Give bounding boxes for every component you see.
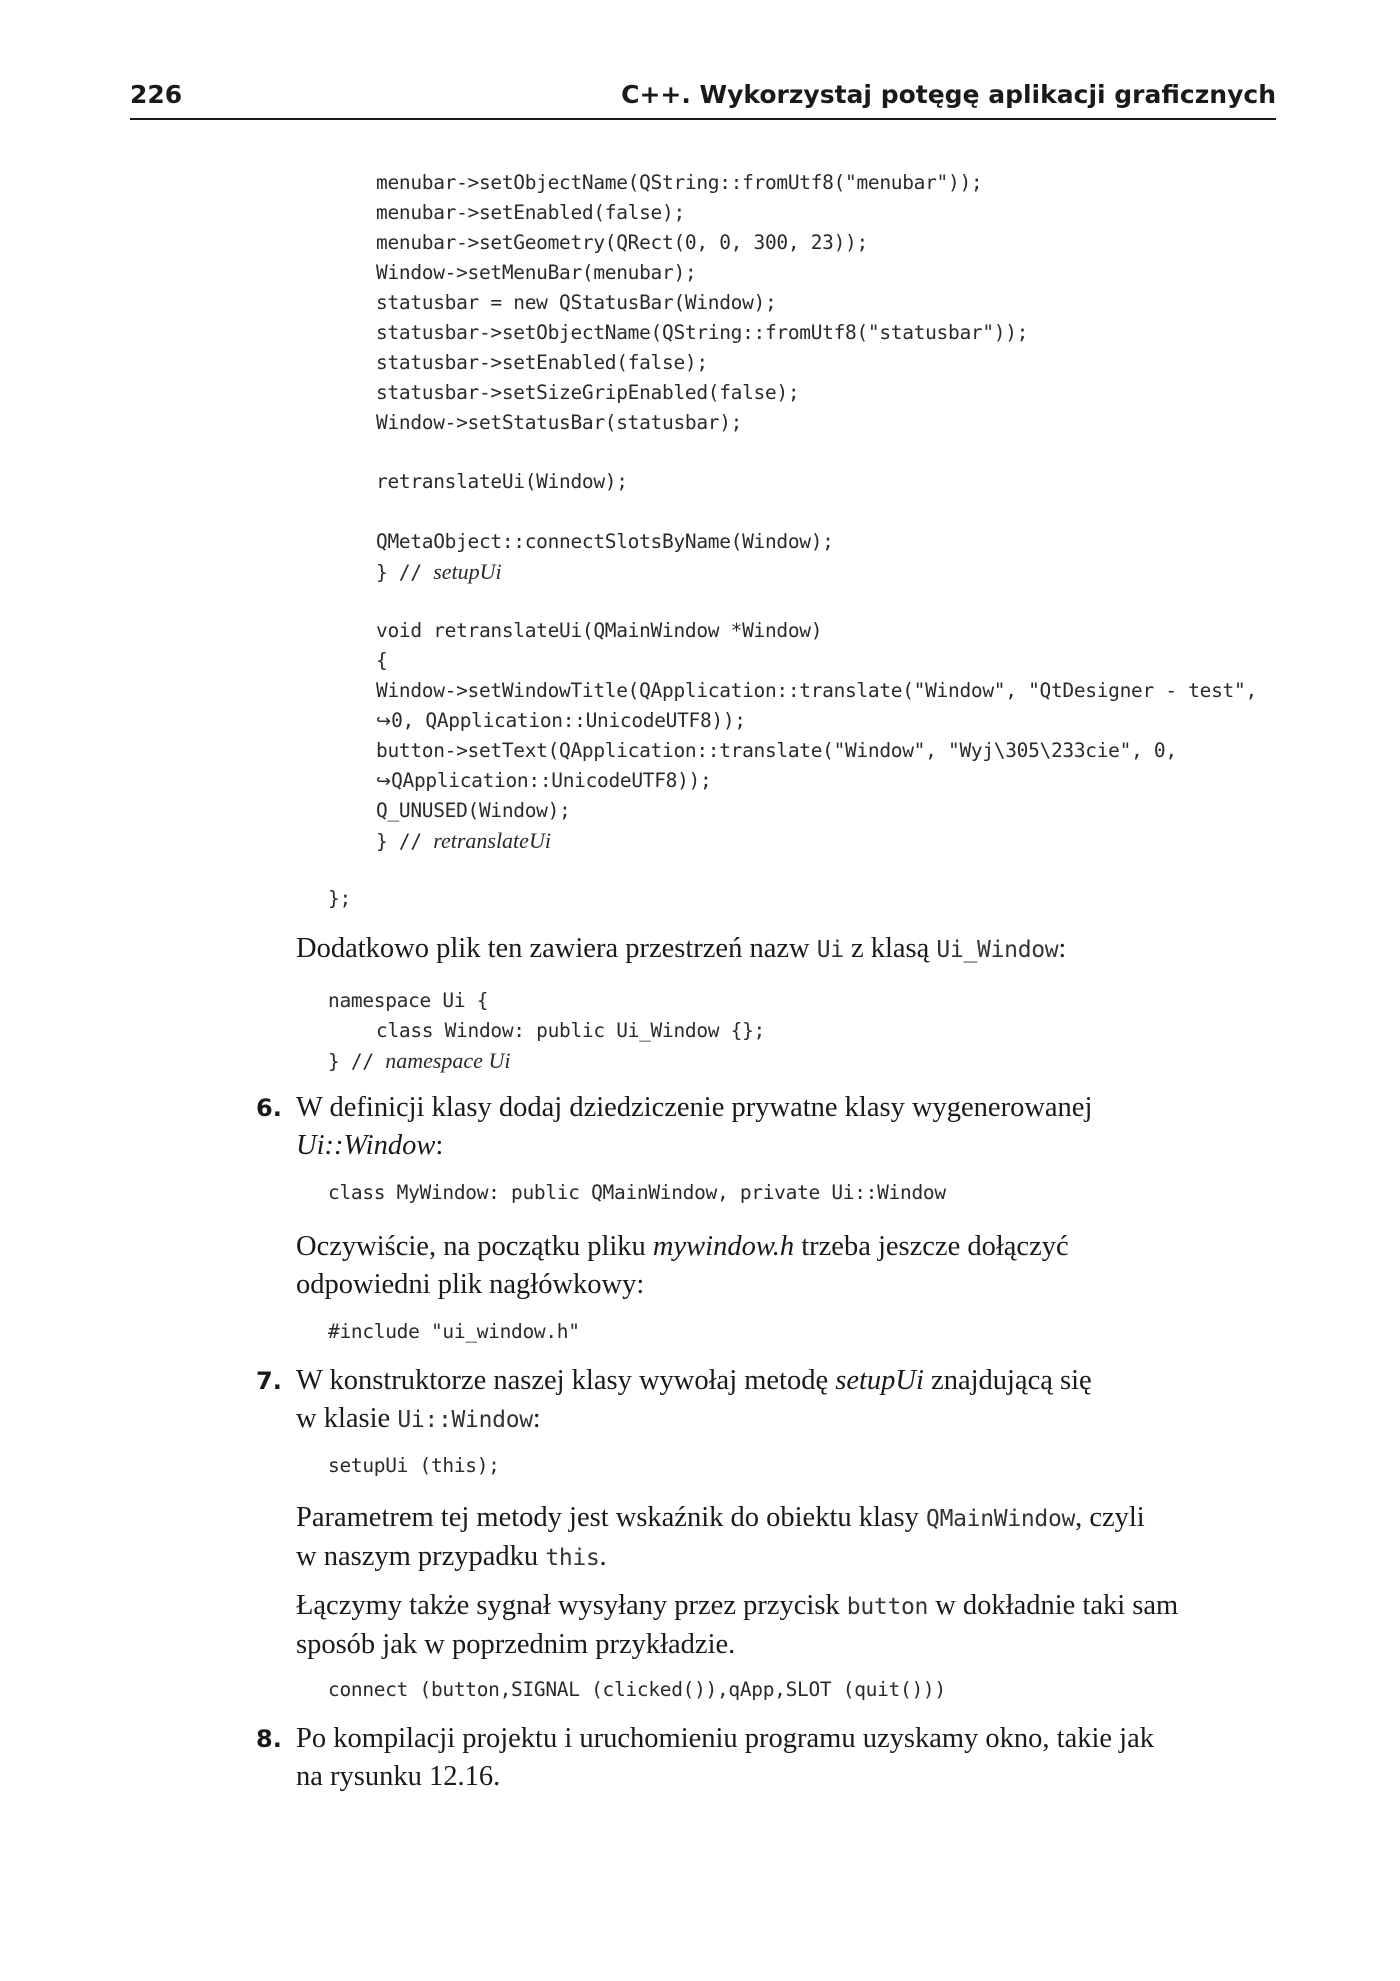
code-text: } //: [376, 561, 434, 584]
code-line: {: [376, 649, 388, 672]
code-line: menubar->setEnabled(false);: [376, 201, 685, 224]
paragraph: [296, 1089, 1256, 1165]
text: znajdującą się: [923, 1365, 1092, 1396]
code-line: QMetaObject::connectSlotsByName(Window);: [376, 530, 834, 553]
code-line: statusbar->setObjectName(QString::fromUtf8("statusbar"));: [376, 321, 1029, 344]
paragraph: [296, 1362, 1256, 1439]
code-comment: setupUi: [433, 559, 502, 584]
code-line: [376, 766, 711, 796]
code-line: [376, 706, 746, 736]
text: :: [1058, 933, 1067, 964]
line-continuation-icon: ↪: [376, 711, 392, 732]
code-line: button->setText(QApplication::translate("Window", "Wyj\305\233cie", 0,: [376, 739, 1177, 762]
code-line: statusbar = new QStatusBar(Window);: [376, 291, 777, 314]
text: Dodatkowo plik ten zawiera przestrzeń nazw: [296, 933, 817, 964]
inline-code: Ui_Window: [936, 937, 1059, 963]
inline-code: this: [545, 1545, 600, 1571]
text: Łączymy także sygnał wysyłany przez przycisk: [296, 1590, 847, 1621]
code-line: connect (button,SIGNAL (clicked()),qApp,SLOT (quit())): [328, 1678, 946, 1701]
code-line: Window->setWindowTitle(QApplication::translate("Window", "QtDesigner - test",: [376, 679, 1257, 702]
text: w dokładnie taki sam: [928, 1590, 1179, 1621]
paragraph: [296, 1228, 1256, 1304]
code-line: class Window: public Ui_Window {};: [376, 1019, 765, 1042]
code-line: [376, 826, 551, 856]
page-header: [130, 78, 1276, 120]
code-line: statusbar->setSizeGripEnabled(false);: [376, 381, 800, 404]
text: odpowiedni plik nagłówkowy:: [296, 1269, 645, 1300]
paragraph: [296, 1499, 1256, 1577]
code-comment: retranslateUi: [433, 828, 551, 853]
code-comment: namespace Ui: [385, 1048, 511, 1073]
code-line: menubar->setObjectName(QString::fromUtf8("menubar"));: [376, 171, 983, 194]
code-line: [328, 1046, 510, 1076]
code-line: setupUi (this);: [328, 1454, 500, 1477]
text: w klasie: [296, 1403, 398, 1434]
step-number: 8.: [256, 1725, 282, 1753]
paragraph: [296, 1720, 1256, 1796]
inline-code: QMainWindow: [926, 1506, 1076, 1532]
line-continuation-icon: ↪: [376, 771, 392, 792]
running-title: C++. Wykorzystaj potęgę aplikacji graficznych: [621, 80, 1276, 109]
italic-text: setupUi: [835, 1365, 924, 1396]
code-line: Q_UNUSED(Window);: [376, 799, 571, 822]
step-number: 7.: [256, 1367, 282, 1395]
code-line: [376, 557, 502, 587]
text: Parametrem tej metody jest wskaźnik do obiektu klasy: [296, 1502, 927, 1533]
text: :: [435, 1130, 444, 1161]
code-text: 0, QApplication::UnicodeUTF8));: [391, 709, 746, 732]
text: Po kompilacji projektu i uruchomieniu programu uzyskamy okno, takie jak: [296, 1723, 1154, 1754]
inline-code: Ui::Window: [397, 1407, 533, 1433]
code-text: QApplication::UnicodeUTF8));: [391, 769, 712, 792]
inline-code: Ui: [816, 937, 844, 963]
text: sposób jak w poprzednim przykładzie.: [296, 1629, 736, 1660]
step-number: 6.: [256, 1094, 282, 1122]
code-line: Window->setStatusBar(statusbar);: [376, 411, 743, 434]
code-line: #include "ui_window.h": [328, 1320, 580, 1343]
code-line: class MyWindow: public QMainWindow, private Ui::Window: [328, 1181, 946, 1204]
text: Oczywiście, na początku pliku: [296, 1231, 653, 1262]
page-number: 226: [130, 80, 183, 109]
code-text: } //: [328, 1050, 386, 1073]
text: :: [532, 1403, 541, 1434]
text: .: [599, 1541, 607, 1572]
text: na rysunku 12.16.: [296, 1761, 501, 1792]
code-line: };: [328, 887, 351, 910]
inline-code: button: [846, 1594, 929, 1620]
code-line: menubar->setGeometry(QRect(0, 0, 300, 23));: [376, 231, 868, 254]
text: z klasą: [843, 933, 937, 964]
code-line: void retranslateUi(QMainWindow *Window): [376, 619, 823, 642]
text: trzeba jeszcze dołączyć: [794, 1231, 1069, 1262]
code-line: Window->setMenuBar(menubar);: [376, 261, 697, 284]
paragraph: [296, 1587, 1256, 1664]
code-line: retranslateUi(Window);: [376, 470, 628, 493]
text: W konstruktorze naszej klasy wywołaj metodę: [296, 1365, 836, 1396]
paragraph: [296, 930, 1256, 969]
text: , czyli: [1075, 1502, 1145, 1533]
text: W definicji klasy dodaj dziedziczenie prywatne klasy wygenerowanej: [296, 1092, 1093, 1123]
code-text: } //: [376, 830, 434, 853]
italic-text: mywindow.h: [652, 1231, 795, 1262]
italic-text: Ui::Window: [296, 1130, 436, 1161]
code-line: namespace Ui {: [328, 989, 489, 1012]
code-line: statusbar->setEnabled(false);: [376, 351, 708, 374]
text: w naszym przypadku: [296, 1541, 546, 1572]
